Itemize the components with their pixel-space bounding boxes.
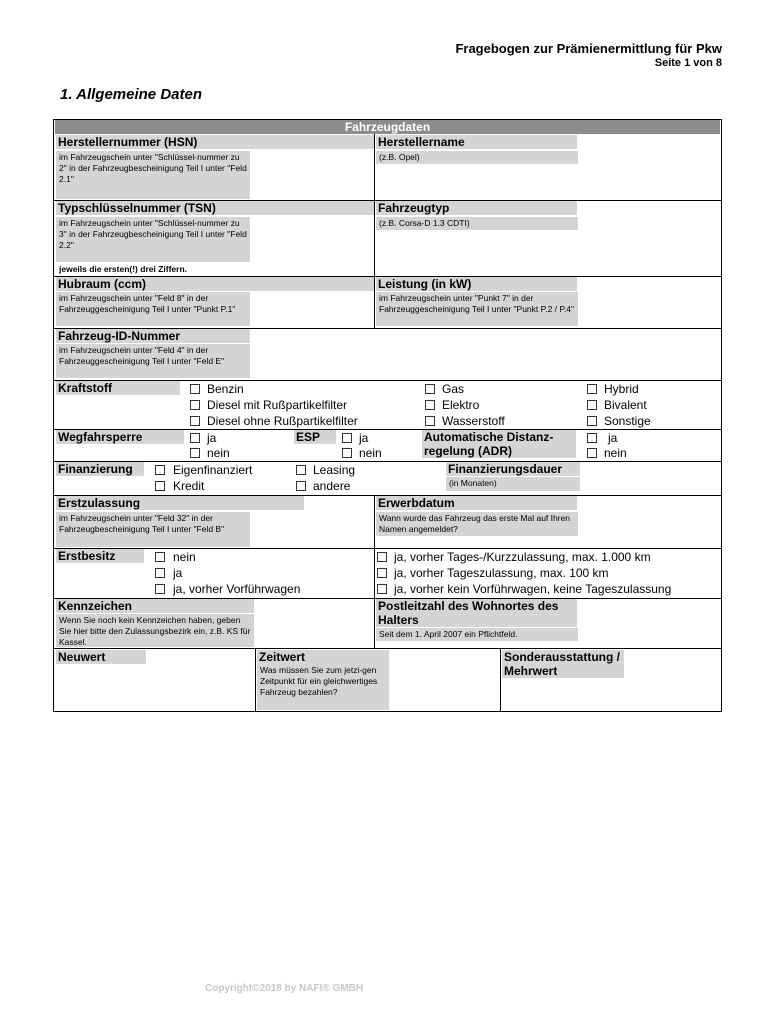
copyright-footer: Copyright©2018 by NAFI® GMBH	[205, 983, 364, 994]
finanzierung-andere-checkbox[interactable]	[296, 481, 306, 491]
erwerbdatum-label: Erwerbdatum	[376, 496, 577, 510]
erwerbdatum-help: Wann wurde das Fahrzeug das erste Mal auf Ihren Namen angemeldet?	[376, 512, 578, 536]
finanzierung-leasing-text: Leasing	[313, 463, 356, 477]
kraftstoff-hybrid-checkbox[interactable]	[587, 384, 597, 394]
kraftstoff-diesel-mit-checkbox[interactable]	[190, 400, 200, 410]
kraftstoff-benzin-text: Benzin	[207, 382, 244, 396]
plz-label: Postleitzahl des Wohnortes des Halters	[376, 599, 577, 627]
erstbesitz-keine-checkbox[interactable]	[377, 584, 387, 594]
erstbesitz-ja-text: ja	[173, 566, 183, 580]
kraftstoff-wasserstoff-text: Wasserstoff	[442, 414, 505, 428]
erstbesitz-vorfuehr-checkbox[interactable]	[155, 584, 165, 594]
kraftstoff-gas-text: Gas	[442, 382, 465, 396]
esp-ja-checkbox[interactable]	[342, 433, 352, 443]
finanzierung-eigen-checkbox[interactable]	[155, 465, 165, 475]
section-title: 1. Allgemeine Daten	[60, 86, 202, 103]
wegfahrsperre-ja-checkbox[interactable]	[190, 433, 200, 443]
fahrzeugtyp-help: (z.B. Corsa-D 1.3 CDTI)	[376, 217, 578, 230]
hubraum-help: im Fahrzeugschein unter "Feld 8" in der Fahrzeuggescheinigung Teil I unter "Punkt P.1"	[56, 292, 250, 326]
leistung-label: Leistung (in kW)	[376, 277, 577, 291]
col-divider	[374, 495, 375, 648]
adr-ja-text: ja	[608, 431, 618, 445]
esp-nein-text: nein	[359, 446, 382, 460]
kraftstoff-bivalent-text: Bivalent	[604, 398, 647, 412]
plz-help: Seit dem 1. April 2007 ein Pflichtfeld.	[376, 628, 578, 641]
kraftstoff-sonstige-checkbox[interactable]	[587, 416, 597, 426]
kraftstoff-diesel-mit-text: Diesel mit Rußpartikelfilter	[207, 398, 348, 412]
zeitwert-label: Zeitwert	[257, 650, 389, 664]
wegfahrsperre-ja-text: ja	[207, 431, 217, 445]
hubraum-label: Hubraum (ccm)	[56, 277, 374, 291]
kraftstoff-diesel-ohne-checkbox[interactable]	[190, 416, 200, 426]
erstbesitz-tages1000-text: ja, vorher Tages-/Kurzzulassung, max. 1.000 km	[394, 550, 651, 564]
page-number: Seite 1 von 8	[654, 57, 722, 69]
row-divider	[54, 648, 721, 649]
erstbesitz-label: Erstbesitz	[56, 549, 144, 563]
fahrzeugtyp-label: Fahrzeugtyp	[376, 201, 577, 215]
row-divider	[54, 461, 721, 462]
col-divider	[374, 134, 375, 328]
leistung-help: im Fahrzeugschein unter "Punkt 7" in der Fahrzeuggescheinigung Teil I unter "Punkt P.2 / P.4"	[376, 292, 578, 326]
row-divider	[54, 548, 721, 549]
kraftstoff-diesel-ohne-text: Diesel ohne Rußpartikelfilter	[207, 414, 358, 428]
erstbesitz-tages100-checkbox[interactable]	[377, 568, 387, 578]
kraftstoff-benzin-checkbox[interactable]	[190, 384, 200, 394]
finanzierung-andere-text: andere	[313, 479, 351, 493]
tsn-label: Typschlüsselnummer (TSN)	[56, 201, 374, 215]
fin-help: im Fahrzeugschein unter "Feld 4" in der Fahrzeuggescheinigung Teil I unter "Feld E"	[56, 344, 250, 378]
sonder-label: Sonderausstattung / Mehrwert	[502, 650, 624, 678]
neuwert-label: Neuwert	[56, 650, 146, 664]
kraftstoff-gas-checkbox[interactable]	[425, 384, 435, 394]
kraftstoff-wasserstoff-checkbox[interactable]	[425, 416, 435, 426]
wegfahrsperre-nein-checkbox[interactable]	[190, 448, 200, 458]
erstzulassung-help: im Fahrzeugschein unter "Feld 32" in der Fahrzeugbescheinigung Teil I unter "Feld B"	[56, 512, 250, 547]
hsn-label: Herstellernummer (HSN)	[56, 135, 374, 149]
adr-label: Automatische Distanz-regelung (ADR)	[422, 430, 576, 458]
erstbesitz-tages100-text: ja, vorher Tageszulassung, max. 100 km	[394, 566, 609, 580]
zeitwert-help: Was müssen Sie zum jetzi-gen Zeitpunkt für ein gleichwertiges Fahrzeug bezahlen?	[257, 664, 389, 710]
col-divider	[255, 648, 256, 711]
wegfahrsperre-nein-text: nein	[207, 446, 230, 460]
esp-ja-text: ja	[359, 431, 369, 445]
tsn-help: im Fahrzeugschein unter "Schlüssel-nummer zu 3" in der Fahrzeugbescheinigung Teil I unter "Feld 2.2"	[56, 217, 250, 262]
finanzierung-leasing-checkbox[interactable]	[296, 465, 306, 475]
document-title: Fragebogen zur Prämienermittlung für Pkw	[455, 41, 722, 56]
kraftstoff-bivalent-checkbox[interactable]	[587, 400, 597, 410]
adr-nein-checkbox[interactable]	[587, 448, 597, 458]
adr-ja-checkbox[interactable]	[587, 433, 597, 443]
erstbesitz-vorfuehr-text: ja, vorher Vorführwagen	[173, 582, 301, 596]
section-band: Fahrzeugdaten	[55, 120, 720, 134]
kraftstoff-elektro-text: Elektro	[442, 398, 480, 412]
wegfahrsperre-label: Wegfahrsperre	[56, 430, 184, 444]
finanzierung-kredit-checkbox[interactable]	[155, 481, 165, 491]
kraftstoff-elektro-checkbox[interactable]	[425, 400, 435, 410]
kraftstoff-hybrid-text: Hybrid	[604, 382, 639, 396]
hsn-help: im Fahrzeugschein unter "Schlüssel-nummer zu 2" in der Fahrzeugbescheinigung Teil I unter "Feld 2.1"	[56, 151, 250, 199]
finanzierung-eigen-text: Eigenfinanziert	[173, 463, 253, 477]
kennzeichen-label: Kennzeichen	[56, 599, 254, 613]
herstellername-help: (z.B. Opel)	[376, 151, 578, 164]
finanzierung-label: Finanzierung	[56, 462, 144, 476]
erstbesitz-keine-text: ja, vorher kein Vorführwagen, keine Tageszulassung	[394, 582, 672, 596]
erstbesitz-nein-text: nein	[173, 550, 196, 564]
esp-nein-checkbox[interactable]	[342, 448, 352, 458]
erstzulassung-label: Erstzulassung	[56, 496, 304, 510]
erstbesitz-nein-checkbox[interactable]	[155, 552, 165, 562]
finanzierungsdauer-label: Finanzierungsdauer	[446, 462, 580, 476]
kraftstoff-sonstige-text: Sonstige	[604, 414, 651, 428]
kraftstoff-label: Kraftstoff	[56, 381, 180, 395]
finanzierungsdauer-help: (in Monaten)	[446, 477, 580, 491]
kennzeichen-help: Wenn Sie noch kein Kennzeichen haben, geben Sie hier bitte den Zulassungsbezirk ein, z.B. KS für Kassel.	[56, 614, 254, 647]
herstellername-label: Herstellername	[376, 135, 577, 149]
adr-nein-text: nein	[604, 446, 627, 460]
tsn-help-note: jeweils die ersten(!) drei Ziffern.	[59, 264, 188, 274]
esp-label: ESP	[294, 430, 336, 444]
fin-label: Fahrzeug-ID-Nummer	[56, 329, 250, 343]
erstbesitz-tages1000-checkbox[interactable]	[377, 552, 387, 562]
finanzierung-kredit-text: Kredit	[173, 479, 205, 493]
erstbesitz-ja-checkbox[interactable]	[155, 568, 165, 578]
col-divider	[500, 648, 501, 711]
